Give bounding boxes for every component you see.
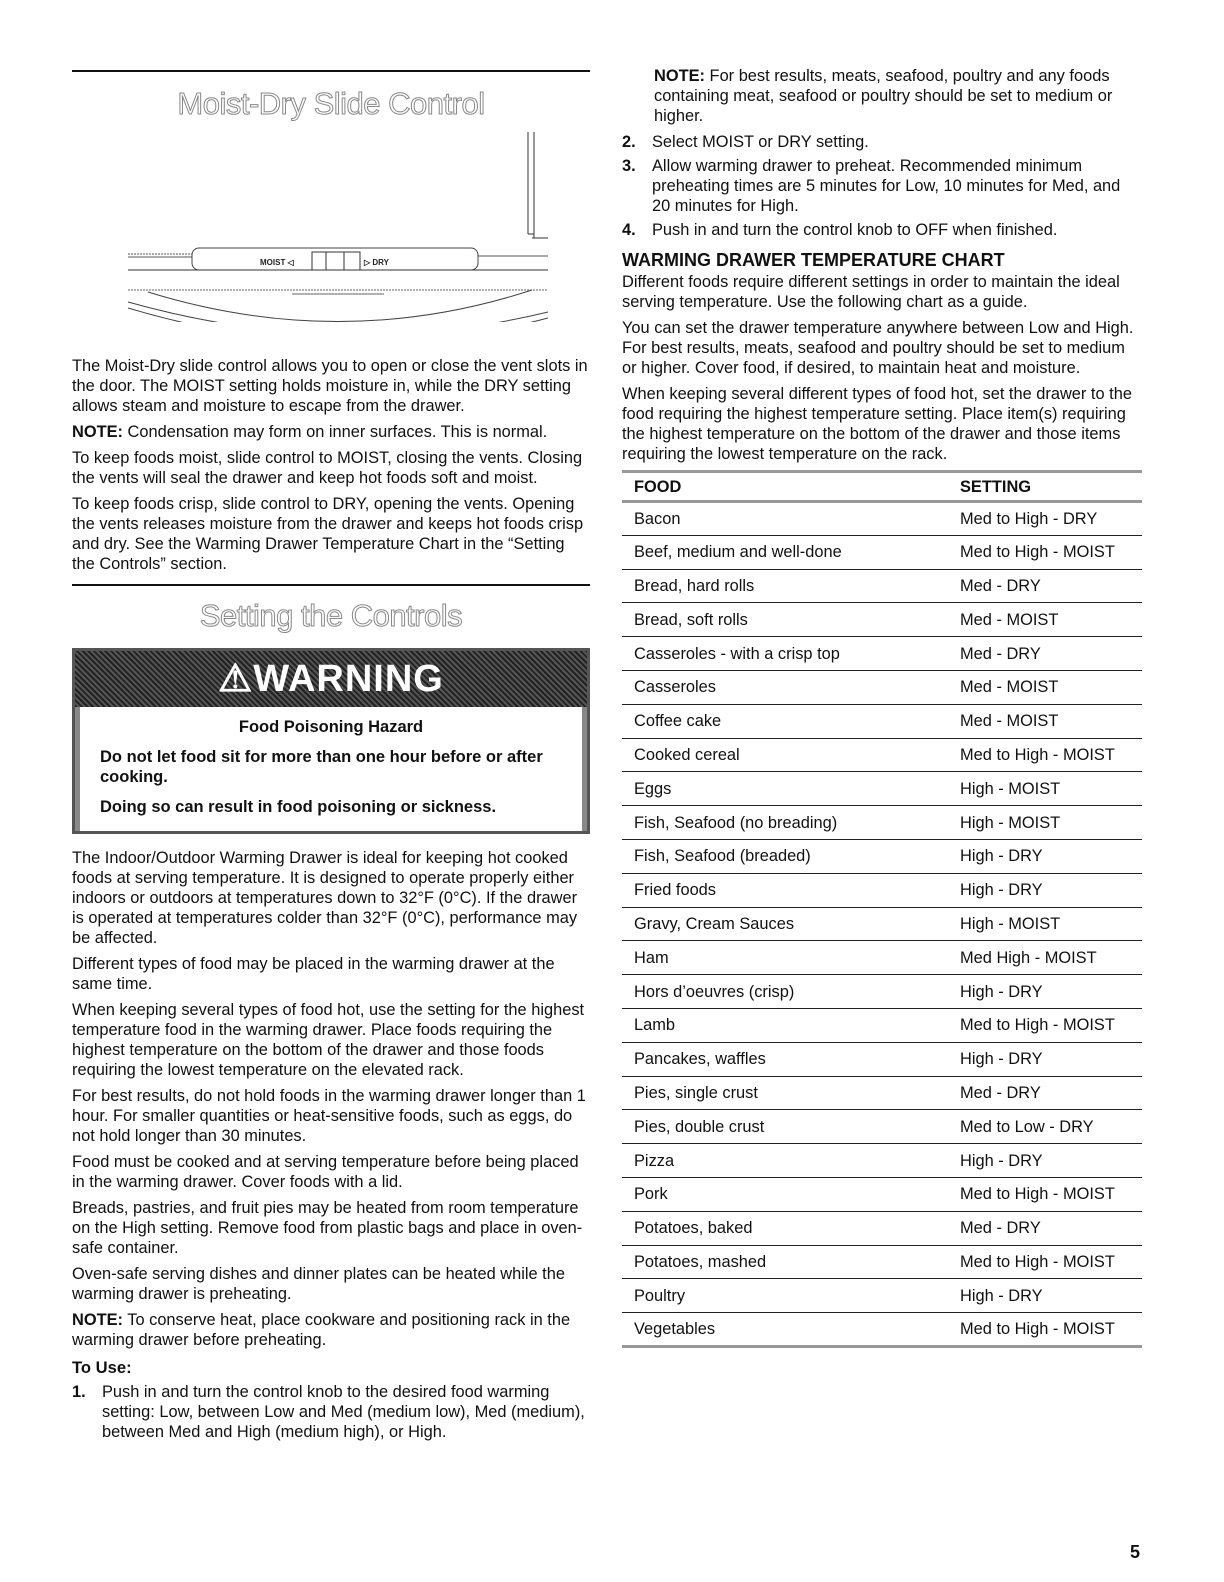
paragraph: The Indoor/Outdoor Warming Drawer is ideal for keeping hot cooked foods at serving temperature. It is designed to operate properly either indoors or outdoors at temperatures down to 32°F (0°C). If the drawer is operated at temperatures colder than 32°F (0°C), performance may be affected. bbox=[72, 849, 578, 947]
food-cell: Potatoes, baked bbox=[622, 1211, 960, 1245]
warning-box bbox=[72, 648, 590, 834]
food-cell: Hors d’oeuvres (crisp) bbox=[622, 975, 960, 1009]
note bbox=[72, 1310, 590, 1350]
table-row bbox=[622, 1177, 1142, 1211]
table-row bbox=[622, 839, 1142, 873]
setting-cell: Med to High - DRY bbox=[960, 502, 1142, 536]
warning-header bbox=[75, 651, 587, 707]
setting-cell: High - DRY bbox=[960, 839, 1142, 873]
step bbox=[622, 220, 1142, 240]
steps-list bbox=[72, 1382, 590, 1442]
page-number: 5 bbox=[1130, 1542, 1141, 1562]
step-number: 2. bbox=[622, 133, 636, 151]
paragraph: You can set the drawer temperature anywhere between Low and High. For best results, meats, seafood and poultry should be set to medium or higher. Cover food, if desired, to maintain heat and moisture. bbox=[622, 319, 1134, 377]
food-cell: Coffee cake bbox=[622, 704, 960, 738]
setting-cell: Med - MOIST bbox=[960, 670, 1142, 704]
food-cell: Pork bbox=[622, 1177, 960, 1211]
paragraph: Breads, pastries, and fruit pies may be heated from room temperature on the High setting. Remove food from plastic bags and place in oven-safe container. bbox=[72, 1199, 583, 1257]
table-row bbox=[622, 502, 1142, 536]
table-row bbox=[622, 1008, 1142, 1042]
slide-control-diagram bbox=[72, 122, 590, 322]
food-cell: Pancakes, waffles bbox=[622, 1042, 960, 1076]
food-cell: Bread, soft rolls bbox=[622, 603, 960, 637]
table-row bbox=[622, 535, 1142, 569]
table-row bbox=[622, 1313, 1142, 1347]
paragraph: To keep foods moist, slide control to MOIST, closing the vents. Closing the vents will seal the drawer and keep hot foods soft and moist. bbox=[72, 449, 583, 487]
food-cell: Pizza bbox=[622, 1144, 960, 1178]
table-row bbox=[622, 1144, 1142, 1178]
step bbox=[72, 1382, 590, 1442]
food-cell: Pies, single crust bbox=[622, 1076, 960, 1110]
paragraph: Oven-safe serving dishes and dinner plates can be heated while the warming drawer is preheating. bbox=[72, 1265, 565, 1303]
setting-cell: High - DRY bbox=[960, 1144, 1142, 1178]
section-title-moist-dry: Moist-Dry Slide Control bbox=[177, 86, 485, 121]
setting-cell: Med - DRY bbox=[960, 569, 1142, 603]
table-row bbox=[622, 975, 1142, 1009]
food-cell: Fish, Seafood (breaded) bbox=[622, 839, 960, 873]
food-cell: Ham bbox=[622, 941, 960, 975]
table-row bbox=[622, 603, 1142, 637]
paragraph: The Moist-Dry slide control allows you to open or close the vent slots in the door. The MOIST setting holds moisture in, while the DRY setting allows steam and moisture to escape from the drawer. bbox=[72, 357, 588, 415]
food-cell: Eggs bbox=[622, 772, 960, 806]
setting-cell: Med - DRY bbox=[960, 637, 1142, 671]
setting-cell: Med - DRY bbox=[960, 1076, 1142, 1110]
food-cell: Casseroles bbox=[622, 670, 960, 704]
header-setting: SETTING bbox=[960, 472, 1142, 502]
table-row bbox=[622, 738, 1142, 772]
food-cell: Fried foods bbox=[622, 873, 960, 907]
setting-cell: Med High - MOIST bbox=[960, 941, 1142, 975]
step-number: 3. bbox=[622, 157, 636, 175]
warning-line: Doing so can result in food poisoning or sickness. bbox=[100, 798, 497, 816]
table-row bbox=[622, 569, 1142, 603]
note-label: NOTE: bbox=[72, 1311, 123, 1329]
food-cell: Bacon bbox=[622, 502, 960, 536]
step-text: Allow warming drawer to preheat. Recommended minimum preheating times are 5 minutes for Low, 10 minutes for Med, and 20 minutes for High. bbox=[652, 157, 1121, 215]
moist-label: MOIST ◁ bbox=[260, 258, 294, 267]
right-column bbox=[622, 66, 1142, 1348]
setting-cell: Med - DRY bbox=[960, 1211, 1142, 1245]
table-row bbox=[622, 1211, 1142, 1245]
step-number: 4. bbox=[622, 221, 636, 239]
paragraph: When keeping several types of food hot, use the setting for the highest temperature food in the warming drawer. Place foods requiring the highest temperature on the bottom of the drawer and those foods requiring the lowest temperature on the elevated rack. bbox=[72, 1001, 585, 1079]
setting-cell: High - MOIST bbox=[960, 772, 1142, 806]
food-cell: Casseroles - with a crisp top bbox=[622, 637, 960, 671]
section-divider bbox=[72, 70, 590, 72]
table-row bbox=[622, 704, 1142, 738]
hazard-title: Food Poisoning Hazard bbox=[238, 718, 424, 736]
setting-cell: Med to High - MOIST bbox=[960, 535, 1142, 569]
table-row bbox=[622, 772, 1142, 806]
temperature-chart-table bbox=[622, 470, 1142, 1348]
paragraph: For best results, do not hold foods in the warming drawer longer than 1 hour. For smaller quantities or heat-sensitive foods, such as eggs, do not hold longer than 30 minutes. bbox=[72, 1087, 586, 1145]
food-cell: Gravy, Cream Sauces bbox=[622, 907, 960, 941]
table-header-row bbox=[622, 472, 1142, 502]
table-row bbox=[622, 1042, 1142, 1076]
left-column bbox=[72, 70, 590, 1446]
setting-cell: High - MOIST bbox=[960, 907, 1142, 941]
step bbox=[622, 156, 1142, 216]
table-row bbox=[622, 1245, 1142, 1279]
note-label: NOTE: bbox=[654, 67, 705, 85]
table-row bbox=[622, 637, 1142, 671]
setting-cell: Med to High - MOIST bbox=[960, 1008, 1142, 1042]
food-cell: Cooked cereal bbox=[622, 738, 960, 772]
warning-title: WARNING bbox=[253, 658, 444, 700]
food-cell: Pies, double crust bbox=[622, 1110, 960, 1144]
setting-cell: High - DRY bbox=[960, 975, 1142, 1009]
step-text: Push in and turn the control knob to OFF when finished. bbox=[652, 221, 1058, 239]
note-text: For best results, meats, seafood, poultry and any foods containing meat, seafood or poultry should be set to medium or higher. bbox=[654, 67, 1113, 125]
note-text: Condensation may form on inner surfaces. This is normal. bbox=[123, 423, 548, 441]
table-row bbox=[622, 1076, 1142, 1110]
setting-cell: Med to High - MOIST bbox=[960, 1177, 1142, 1211]
dry-label: ▷ DRY bbox=[364, 258, 389, 267]
paragraph: When keeping several different types of food hot, set the drawer to the food requiring the highest temperature setting. Place item(s) requiring the highest temperature on the bottom of the drawer and those items requiring the lowest temperature on the rack. bbox=[622, 385, 1132, 463]
paragraph: Food must be cooked and at serving temperature before being placed in the warming drawer. Cover foods with a lid. bbox=[72, 1153, 579, 1191]
step-number: 1. bbox=[72, 1383, 86, 1401]
table-row bbox=[622, 873, 1142, 907]
setting-cell: High - DRY bbox=[960, 873, 1142, 907]
paragraph: To keep foods crisp, slide control to DRY, opening the vents. Opening the vents releases moisture from the drawer and keeps hot foods crisp and dry. See the Warming Drawer Temperature Chart in the “Setting the Controls” section. bbox=[72, 495, 584, 573]
table-row bbox=[622, 670, 1142, 704]
note-text: To conserve heat, place cookware and positioning rack in the warming drawer before preheating. bbox=[72, 1311, 571, 1349]
table-row bbox=[622, 907, 1142, 941]
warning-line: Do not let food sit for more than one hour before or after cooking. bbox=[100, 748, 543, 786]
table-row bbox=[622, 941, 1142, 975]
to-use-heading: To Use: bbox=[72, 1358, 132, 1377]
food-cell: Lamb bbox=[622, 1008, 960, 1042]
food-cell: Potatoes, mashed bbox=[622, 1245, 960, 1279]
chart-heading: WARMING DRAWER TEMPERATURE CHART bbox=[622, 250, 1005, 270]
setting-cell: Med - MOIST bbox=[960, 603, 1142, 637]
note bbox=[622, 66, 1142, 126]
table-row bbox=[622, 1110, 1142, 1144]
paragraph: Different foods require different settings in order to maintain the ideal serving temperature. Use the following chart as a guide. bbox=[622, 273, 1120, 311]
setting-cell: High - DRY bbox=[960, 1279, 1142, 1313]
table-row bbox=[622, 1279, 1142, 1313]
setting-cell: High - MOIST bbox=[960, 806, 1142, 840]
step-text: Push in and turn the control knob to the desired food warming setting: Low, between Low and Med (medium low), Med (medium), between Med and High (medium high), or High. bbox=[102, 1383, 585, 1441]
header-food: FOOD bbox=[622, 472, 960, 502]
paragraph: Different types of food may be placed in the warming drawer at the same time. bbox=[72, 955, 555, 993]
section-divider bbox=[72, 584, 590, 586]
warning-triangle-icon: ⚠ bbox=[218, 658, 254, 700]
food-cell: Vegetables bbox=[622, 1313, 960, 1347]
food-cell: Beef, medium and well-done bbox=[622, 535, 960, 569]
setting-cell: Med to Low - DRY bbox=[960, 1110, 1142, 1144]
steps-list bbox=[622, 132, 1142, 240]
table-row bbox=[622, 806, 1142, 840]
note bbox=[72, 422, 590, 442]
note-label: NOTE: bbox=[72, 423, 123, 441]
setting-cell: Med to High - MOIST bbox=[960, 738, 1142, 772]
setting-cell: Med to High - MOIST bbox=[960, 1245, 1142, 1279]
step-text: Select MOIST or DRY setting. bbox=[652, 133, 869, 151]
food-cell: Bread, hard rolls bbox=[622, 569, 960, 603]
step bbox=[622, 132, 1142, 152]
food-cell: Poultry bbox=[622, 1279, 960, 1313]
section-title-setting-controls: Setting the Controls bbox=[199, 598, 463, 633]
setting-cell: Med to High - MOIST bbox=[960, 1313, 1142, 1347]
setting-cell: Med - MOIST bbox=[960, 704, 1142, 738]
food-cell: Fish, Seafood (no breading) bbox=[622, 806, 960, 840]
setting-cell: High - DRY bbox=[960, 1042, 1142, 1076]
